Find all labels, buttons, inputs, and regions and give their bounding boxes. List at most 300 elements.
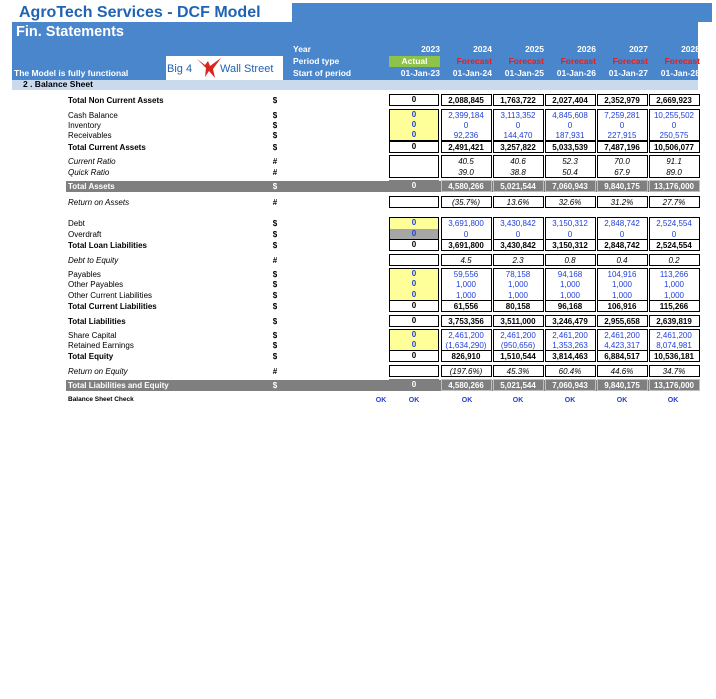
forecast-value-cell[interactable]: 13,176,000 [653, 182, 695, 191]
cell-border [649, 217, 700, 240]
cell-border [649, 365, 700, 377]
cell-border-2023 [389, 329, 439, 351]
cell-border [545, 155, 596, 178]
forecast-value-cell[interactable]: 2,088,845 [448, 96, 484, 105]
unit-cell: $ [272, 381, 278, 390]
forecast-value-cell[interactable]: 1,000 [455, 280, 477, 289]
row-label: Total Equity [68, 352, 114, 361]
forecast-value-cell[interactable]: 7,259,281 [604, 111, 640, 120]
cell-border-2023 [389, 180, 439, 192]
cell-border [545, 315, 596, 327]
cell-border [441, 94, 492, 106]
cell-border [493, 180, 544, 192]
cell-border [493, 329, 544, 351]
forecast-value-cell[interactable]: 2,848,742 [604, 241, 640, 250]
actual-2023-cell[interactable]: 0 [411, 351, 417, 360]
unit-cell: $ [272, 241, 278, 250]
cell-border [649, 350, 700, 362]
row-label: Quick Ratio [68, 168, 110, 177]
row-label: Retained Earnings [68, 341, 134, 350]
cell-border [649, 180, 700, 192]
cell-border [545, 196, 596, 208]
cell-border [545, 239, 596, 251]
cell-border [597, 300, 648, 312]
forecast-value-cell[interactable]: 2,461,200 [500, 331, 536, 340]
forecast-value-cell[interactable]: 3,691,800 [448, 219, 484, 228]
actual-2023-cell[interactable]: 0 [389, 110, 439, 121]
forecast-value-cell[interactable]: (197.6%) [449, 367, 483, 376]
unit-cell: $ [272, 270, 278, 279]
row-label: Payables [68, 270, 101, 279]
forecast-value-cell[interactable]: 2,524,554 [656, 241, 692, 250]
forecast-value-cell[interactable]: 0 [671, 230, 677, 239]
forecast-value-cell[interactable]: 32.6% [558, 198, 582, 207]
forecast-value-cell[interactable]: 38.8 [510, 168, 526, 177]
cell-border [493, 254, 544, 266]
year-cell: 2028 [681, 44, 700, 54]
forecast-value-cell[interactable]: 44.6% [610, 367, 634, 376]
cell-border-2023 [389, 155, 439, 178]
cell-border [597, 141, 648, 153]
cell-border [493, 217, 544, 240]
forecast-value-cell[interactable]: 2,639,819 [656, 317, 692, 326]
row-label: Other Current Liabilities [68, 291, 153, 300]
forecast-value-cell[interactable]: 40.5 [458, 157, 474, 166]
forecast-value-cell[interactable]: 1,000 [611, 291, 633, 300]
cell-border [545, 268, 596, 301]
forecast-value-cell[interactable]: 78,158 [505, 270, 531, 279]
forecast-value-cell[interactable]: 4.5 [460, 256, 472, 265]
unit-cell: $ [272, 302, 278, 311]
forecast-value-cell[interactable]: 0 [671, 121, 677, 130]
cell-border [649, 141, 700, 153]
model-status-text: The Model is fully functional [14, 68, 129, 78]
forecast-value-cell[interactable]: 187,931 [555, 131, 585, 140]
row-label: Total Liabilities [68, 317, 126, 326]
forecast-value-cell[interactable]: 227,915 [607, 131, 637, 140]
forecast-value-cell[interactable]: 7,060,943 [552, 381, 588, 390]
row-label: Total Liabilities and Equity [68, 381, 169, 390]
unit-cell: $ [272, 131, 278, 140]
forecast-value-cell[interactable]: 0 [567, 230, 573, 239]
balance-check-label: Balance Sheet Check [68, 396, 134, 403]
cell-border [649, 196, 700, 208]
forecast-value-cell[interactable]: 94,168 [557, 270, 583, 279]
cell-border [545, 141, 596, 153]
check-ok-cell: OK [564, 397, 576, 404]
cell-border [597, 350, 648, 362]
unit-cell: $ [272, 291, 278, 300]
forecast-value-cell[interactable]: 0.8 [564, 256, 576, 265]
forecast-value-cell[interactable]: 39.0 [458, 168, 474, 177]
row-label: Total Assets [68, 182, 115, 191]
cell-border [545, 109, 596, 141]
actual-2023-cell[interactable]: 0 [389, 130, 439, 141]
unit-cell: $ [272, 341, 278, 350]
forecast-value-cell[interactable]: 6,884,517 [604, 352, 640, 361]
cell-border [545, 94, 596, 106]
cell-border [649, 268, 700, 301]
actual-2023-cell[interactable]: 0 [411, 380, 417, 389]
row-label: Share Capital [68, 331, 117, 340]
forecast-value-cell[interactable]: 52.3 [562, 157, 578, 166]
forecast-value-cell[interactable]: 3,113,352 [500, 111, 536, 120]
cell-border [649, 379, 700, 391]
forecast-value-cell[interactable]: 1,000 [559, 280, 581, 289]
cell-border-2023 [389, 315, 439, 327]
forecast-value-cell[interactable]: 5,021,544 [500, 381, 536, 390]
start-date-cell: 01-Jan-28 [660, 68, 700, 78]
company-logo [166, 56, 283, 80]
check-ok-cell: OK [616, 397, 628, 404]
forecast-value-cell[interactable]: 1,000 [611, 280, 633, 289]
period-type-cell: Forecast [664, 56, 700, 66]
forecast-value-cell[interactable]: 4,423,317 [604, 341, 640, 350]
actual-2023-cell[interactable]: 0 [411, 95, 417, 104]
cell-border [597, 329, 648, 351]
cell-border [441, 379, 492, 391]
cell-border [649, 315, 700, 327]
row-label: Overdraft [68, 230, 102, 239]
cell-border-2023 [389, 350, 439, 362]
cell-border [493, 365, 544, 377]
forecast-value-cell[interactable]: 0 [619, 121, 625, 130]
year-cell: 2027 [629, 44, 648, 54]
cell-border [597, 94, 648, 106]
forecast-value-cell[interactable]: 91.1 [666, 157, 682, 166]
unit-cell: # [272, 367, 278, 376]
forecast-value-cell[interactable]: 113,266 [659, 270, 689, 279]
cell-border [493, 196, 544, 208]
forecast-value-cell[interactable]: 0 [515, 121, 521, 130]
forecast-value-cell[interactable]: (1,634,290) [445, 341, 487, 350]
forecast-value-cell[interactable]: 2.3 [512, 256, 524, 265]
forecast-value-cell[interactable]: 10,506,077 [653, 143, 695, 152]
cell-border [493, 155, 544, 178]
row-label: Current Ratio [68, 157, 116, 166]
forecast-value-cell[interactable]: 13,176,000 [653, 381, 695, 390]
start-date-cell: 01-Jan-26 [556, 68, 596, 78]
forecast-value-cell[interactable]: 826,910 [451, 352, 481, 361]
forecast-value-cell[interactable]: 59,556 [453, 270, 479, 279]
forecast-value-cell[interactable]: 0.4 [616, 256, 628, 265]
period-type-cell: Forecast [508, 56, 544, 66]
row-label: Total Current Liabilities [68, 302, 157, 311]
row-label: Debt to Equity [68, 256, 119, 265]
cell-border [649, 155, 700, 178]
cell-border-2023 [389, 239, 439, 251]
cell-border-2023 [389, 109, 439, 141]
forecast-value-cell[interactable]: 5,021,544 [500, 182, 536, 191]
forecast-value-cell[interactable]: 3,753,356 [448, 317, 484, 326]
forecast-value-cell[interactable]: 1,353,263 [552, 341, 588, 350]
cell-border [441, 196, 492, 208]
forecast-value-cell[interactable]: 40.6 [510, 157, 526, 166]
forecast-value-cell[interactable]: 1,000 [507, 291, 529, 300]
actual-2023-cell[interactable]: 0 [389, 229, 439, 240]
logo-text-left: Big 4 [167, 63, 193, 75]
forecast-value-cell[interactable]: 1,000 [455, 291, 477, 300]
forecast-value-cell[interactable]: 96,168 [557, 302, 583, 311]
forecast-value-cell[interactable]: 1,510,544 [500, 352, 536, 361]
cell-border [441, 109, 492, 141]
cell-border-2023 [389, 268, 439, 301]
forecast-value-cell[interactable]: 0 [619, 230, 625, 239]
actual-2023-cell[interactable]: 0 [411, 142, 417, 151]
forecast-value-cell[interactable]: 2,461,200 [448, 331, 484, 340]
forecast-value-cell[interactable]: 4,845,608 [552, 111, 588, 120]
cell-border [545, 350, 596, 362]
forecast-value-cell[interactable]: 2,669,923 [656, 96, 692, 105]
forecast-value-cell[interactable]: 1,000 [663, 291, 685, 300]
actual-2023-cell[interactable]: 0 [389, 279, 439, 290]
cell-border [649, 254, 700, 266]
year-label: Year [293, 44, 311, 54]
cell-border [493, 350, 544, 362]
unit-cell: $ [272, 352, 278, 361]
forecast-value-cell[interactable]: 3,246,479 [552, 317, 588, 326]
forecast-value-cell[interactable]: 0 [463, 121, 469, 130]
forecast-value-cell[interactable]: 5,033,539 [552, 143, 588, 152]
forecast-value-cell[interactable]: 2,524,554 [656, 219, 692, 228]
forecast-value-cell[interactable]: 10,255,502 [653, 111, 695, 120]
unit-cell: # [272, 168, 278, 177]
cell-border [441, 300, 492, 312]
eagle-icon [196, 56, 222, 80]
cell-border [597, 254, 648, 266]
forecast-value-cell[interactable]: 4,580,266 [448, 381, 484, 390]
forecast-value-cell[interactable]: 2,399,184 [448, 111, 484, 120]
cell-border [597, 109, 648, 141]
cell-border-2023 [389, 196, 439, 208]
forecast-value-cell[interactable]: 7,487,196 [604, 143, 640, 152]
forecast-value-cell[interactable]: 13.6% [506, 198, 530, 207]
forecast-value-cell[interactable]: 34.7% [662, 367, 686, 376]
cell-border [441, 180, 492, 192]
check-ok-cell: OK [461, 397, 473, 404]
forecast-value-cell[interactable]: 10,536,181 [653, 352, 695, 361]
unit-cell: $ [272, 96, 278, 105]
forecast-value-cell[interactable]: 31.2% [610, 198, 634, 207]
period-type-cell: Forecast [560, 56, 596, 66]
forecast-value-cell[interactable]: 3,430,842 [500, 241, 536, 250]
actual-2023-cell[interactable]: 0 [411, 316, 417, 325]
forecast-value-cell[interactable]: 8,074,981 [656, 341, 692, 350]
forecast-value-cell[interactable]: 250,575 [659, 131, 689, 140]
forecast-value-cell[interactable]: 1,000 [507, 280, 529, 289]
forecast-value-cell[interactable]: 1,000 [663, 280, 685, 289]
actual-2023-cell[interactable]: 0 [389, 340, 439, 351]
cell-border [493, 94, 544, 106]
forecast-value-cell[interactable]: 3,511,000 [500, 317, 536, 326]
actual-2023-cell[interactable]: 0 [389, 269, 439, 280]
title-bar [0, 0, 292, 22]
year-cell: 2025 [525, 44, 544, 54]
cell-border [649, 329, 700, 351]
forecast-value-cell[interactable]: 1,000 [559, 291, 581, 300]
actual-2023-cell[interactable]: 0 [411, 301, 417, 310]
forecast-value-cell[interactable]: 27.7% [662, 198, 686, 207]
forecast-value-cell[interactable]: 2,491,421 [448, 143, 484, 152]
forecast-value-cell[interactable]: 60.4% [558, 367, 582, 376]
cell-border-2023 [389, 300, 439, 312]
forecast-value-cell[interactable]: 50.4 [562, 168, 578, 177]
forecast-value-cell[interactable]: 9,840,175 [604, 381, 640, 390]
row-label: Receivables [68, 131, 112, 140]
forecast-value-cell[interactable]: 0 [515, 230, 521, 239]
cell-border-2023 [389, 217, 439, 240]
cell-border [493, 379, 544, 391]
cell-border [597, 217, 648, 240]
cell-border-2023 [389, 94, 439, 106]
forecast-value-cell[interactable]: 7,060,943 [552, 182, 588, 191]
cell-border [493, 239, 544, 251]
unit-cell: # [272, 256, 278, 265]
section-title: 2 . Balance Sheet [23, 79, 93, 89]
cell-border [545, 300, 596, 312]
forecast-value-cell[interactable]: 0 [463, 230, 469, 239]
forecast-value-cell[interactable]: 2,027,404 [552, 96, 588, 105]
section-header [12, 80, 698, 90]
cell-border [597, 239, 648, 251]
start-date-cell: 01-Jan-24 [452, 68, 492, 78]
unit-cell: $ [272, 121, 278, 130]
forecast-value-cell[interactable]: 4,580,266 [448, 182, 484, 191]
row-label: Total Current Assets [68, 143, 146, 152]
cell-border [441, 329, 492, 351]
cell-border [545, 254, 596, 266]
forecast-value-cell[interactable]: 92,236 [453, 131, 479, 140]
cell-border [649, 239, 700, 251]
forecast-value-cell[interactable]: 67.9 [614, 168, 630, 177]
cell-border [597, 365, 648, 377]
cell-border [597, 379, 648, 391]
period-type-label: Period type [293, 56, 340, 66]
unit-cell: $ [272, 182, 278, 191]
cell-border-2023 [389, 365, 439, 377]
cell-border [441, 268, 492, 301]
forecast-value-cell[interactable]: 89.0 [666, 168, 682, 177]
actual-2023-cell[interactable]: 0 [389, 290, 439, 301]
forecast-value-cell[interactable]: 2,461,200 [656, 331, 692, 340]
row-label: Debt [68, 219, 85, 228]
check-ok-cell: OK [667, 397, 679, 404]
forecast-value-cell[interactable]: 144,470 [503, 131, 533, 140]
cell-border [441, 315, 492, 327]
cell-border [597, 155, 648, 178]
row-label: Return on Equity [68, 367, 128, 376]
cell-border [649, 300, 700, 312]
forecast-value-cell[interactable]: 45.3% [506, 367, 530, 376]
actual-2023-cell[interactable]: 0 [411, 181, 417, 190]
forecast-value-cell[interactable]: (950,656) [500, 341, 536, 350]
unit-cell: # [272, 157, 278, 166]
cell-border [493, 109, 544, 141]
unit-cell: $ [272, 143, 278, 152]
forecast-value-cell[interactable]: 104,916 [607, 270, 637, 279]
forecast-value-cell[interactable]: 0.2 [668, 256, 680, 265]
year-cell: 2026 [577, 44, 596, 54]
cell-border [441, 350, 492, 362]
forecast-value-cell[interactable]: 2,461,200 [604, 331, 640, 340]
forecast-value-cell[interactable]: 9,840,175 [604, 182, 640, 191]
forecast-value-cell[interactable]: 3,150,312 [552, 219, 588, 228]
row-label: Return on Assets [68, 198, 130, 207]
forecast-value-cell[interactable]: 2,955,658 [604, 317, 640, 326]
forecast-value-cell[interactable]: 3,430,842 [500, 219, 536, 228]
start-date-cell: 01-Jan-27 [608, 68, 648, 78]
year-cell: 2023 [421, 44, 440, 54]
period-type-cell: Forecast [612, 56, 648, 66]
forecast-value-cell[interactable]: 61,556 [453, 302, 479, 311]
actual-2023-cell[interactable]: 0 [411, 240, 417, 249]
forecast-value-cell[interactable]: 2,848,742 [604, 219, 640, 228]
start-date-cell: 01-Jan-25 [504, 68, 544, 78]
cell-border [649, 94, 700, 106]
cell-border [545, 365, 596, 377]
forecast-value-cell[interactable]: 2,461,200 [552, 331, 588, 340]
cell-border [545, 180, 596, 192]
forecast-value-cell[interactable]: 0 [567, 121, 573, 130]
row-label: Cash Balance [68, 111, 118, 120]
forecast-value-cell[interactable]: 3,257,822 [500, 143, 536, 152]
forecast-value-cell[interactable]: 3,691,800 [448, 241, 484, 250]
cell-border [649, 109, 700, 141]
forecast-value-cell[interactable]: 3,814,463 [552, 352, 588, 361]
actual-2023-cell[interactable]: 0 [389, 218, 439, 229]
header-top-band [292, 3, 712, 22]
cell-border [597, 315, 648, 327]
cell-border [545, 379, 596, 391]
period-type-cell: Forecast [456, 56, 492, 66]
cell-border [441, 254, 492, 266]
cell-border [493, 300, 544, 312]
unit-cell: $ [272, 280, 278, 289]
cell-border-2023 [389, 379, 439, 391]
start-date-cell: 01-Jan-23 [400, 68, 440, 78]
unit-cell: # [272, 198, 278, 207]
check-ok-cell: OK [408, 397, 420, 404]
cell-border [493, 141, 544, 153]
cell-border [597, 268, 648, 301]
cell-border [441, 141, 492, 153]
forecast-value-cell[interactable]: (35.7%) [451, 198, 480, 207]
forecast-value-cell[interactable]: 70.0 [614, 157, 630, 166]
forecast-value-cell[interactable]: 3,150,312 [552, 241, 588, 250]
forecast-value-cell[interactable]: 115,266 [659, 302, 689, 311]
actual-2023-cell[interactable]: 0 [389, 330, 439, 341]
row-label: Inventory [68, 121, 101, 130]
actual-2023-cell[interactable]: 0 [389, 120, 439, 131]
cell-border-2023 [389, 141, 439, 153]
row-label: Other Payables [68, 280, 124, 289]
app-title: AgroTech Services - DCF Model [19, 4, 261, 21]
check-ok-cell: OK [512, 397, 524, 404]
unit-cell: $ [272, 331, 278, 340]
start-period-label: Start of period [293, 68, 352, 78]
forecast-value-cell[interactable]: 1,763,722 [500, 96, 536, 105]
period-type-cell: Actual [389, 56, 440, 67]
row-label: Total Loan Liabilities [68, 241, 147, 250]
year-cell: 2024 [473, 44, 492, 54]
forecast-value-cell[interactable]: 80,158 [505, 302, 531, 311]
cell-border [545, 329, 596, 351]
sheet-subtitle: Fin. Statements [16, 24, 124, 40]
forecast-value-cell[interactable]: 2,352,979 [604, 96, 640, 105]
cell-border [441, 239, 492, 251]
forecast-value-cell[interactable]: 106,916 [607, 302, 637, 311]
cell-border [597, 196, 648, 208]
